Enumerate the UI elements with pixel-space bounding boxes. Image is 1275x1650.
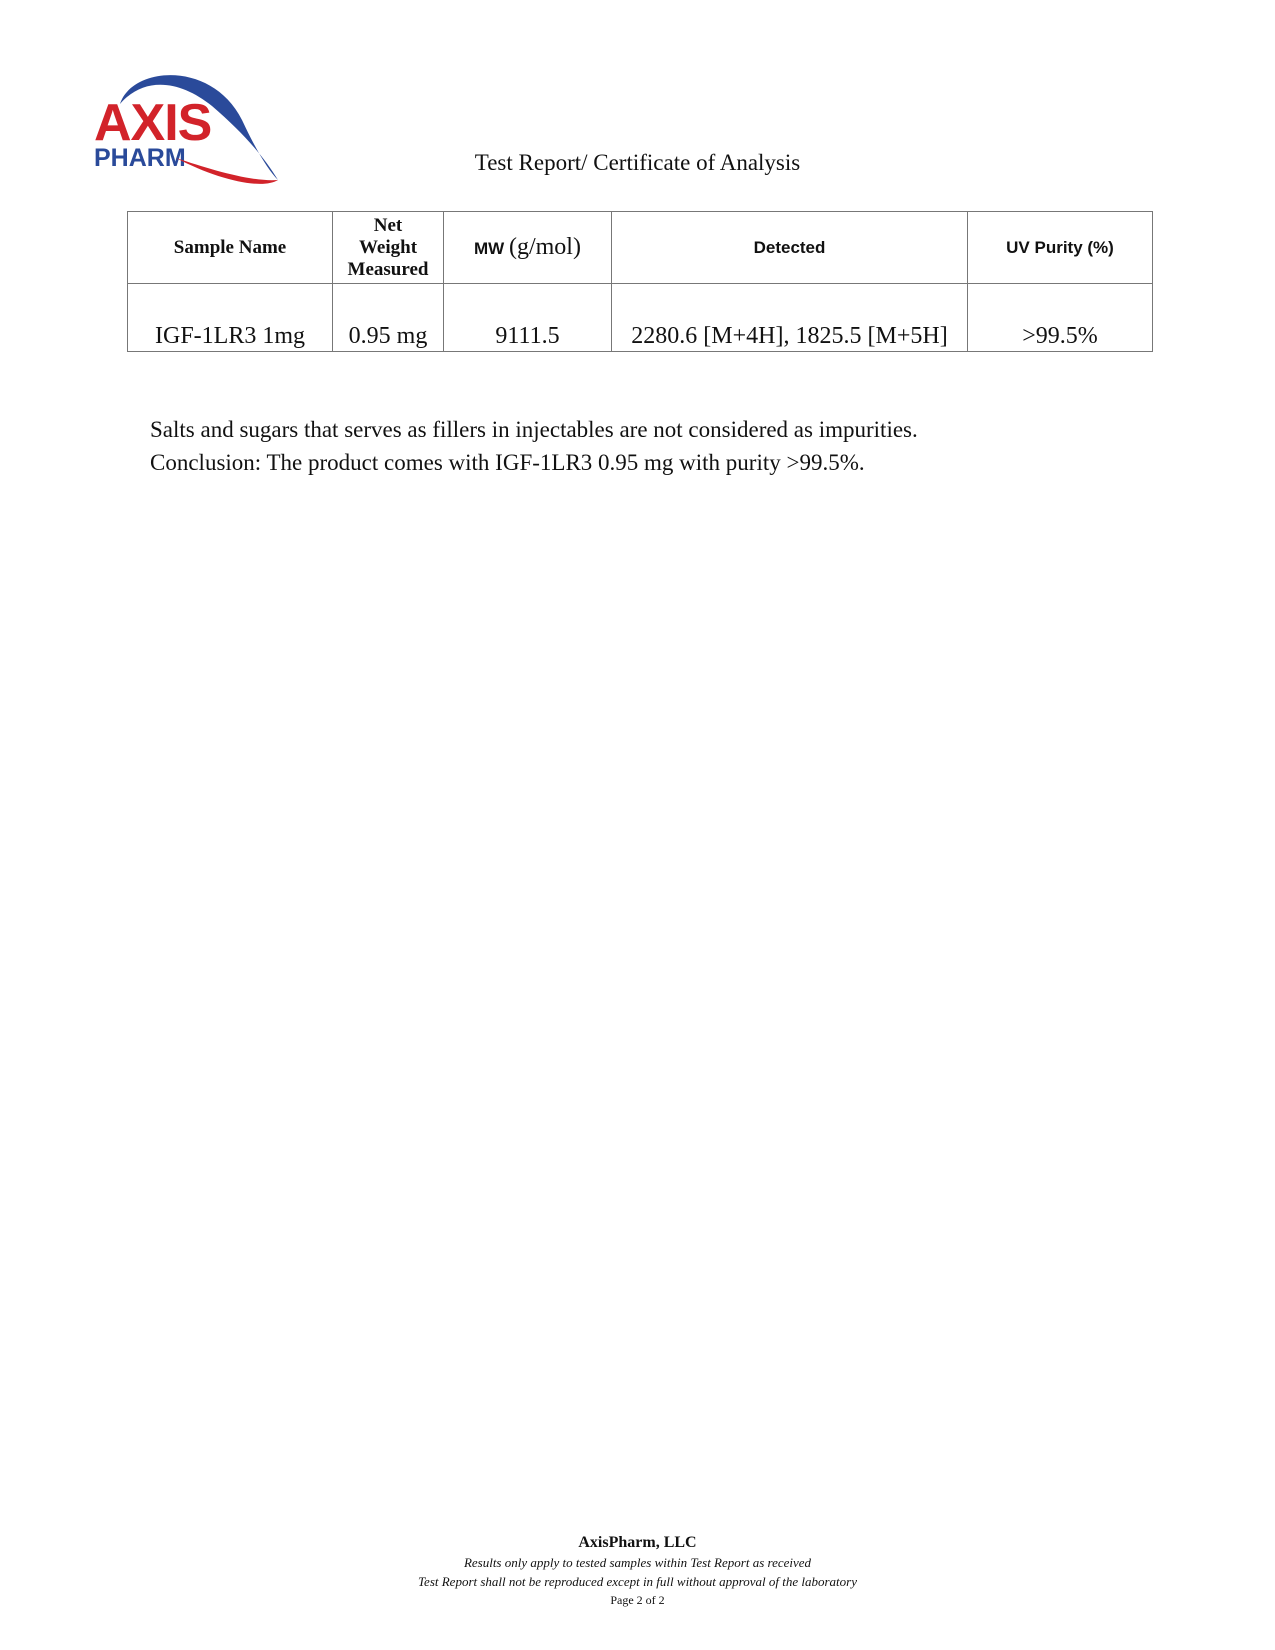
salts-note: Salts and sugars that serves as fillers in injectables are not considered as impurities. (150, 417, 918, 442)
page-number: Page 2 of 2 (610, 1593, 665, 1607)
header-net-weight-line: Weight (358, 236, 418, 258)
table-row (128, 284, 1153, 352)
table-header-row (128, 212, 1153, 284)
cell-uv-purity: >99.5% (968, 284, 1153, 352)
header-detected: Detected (612, 212, 968, 284)
results-table (127, 211, 1153, 352)
document-title: Test Report/ Certificate of Analysis (474, 150, 801, 175)
header-net-weight-line: Measured (347, 258, 429, 280)
page-footer (0, 1533, 1275, 1610)
header-mw-unit: (g/mol) (508, 234, 581, 260)
header-mw-prefix: MW (474, 239, 505, 258)
svg-text:AXIS: AXIS (94, 94, 212, 152)
conclusion-text: Conclusion: The product comes with IGF-1LR3 0.95 mg with purity >99.5%. (150, 450, 865, 475)
footer-note: Results only apply to tested samples within Test Report as received (463, 1555, 812, 1570)
svg-text:PHARM: PHARM (94, 144, 186, 172)
footer-company: AxisPharm, LLC (578, 1534, 697, 1551)
report-notes (150, 413, 1200, 479)
cell-mw: 9111.5 (444, 284, 612, 352)
header-sample-name: Sample Name (128, 212, 333, 284)
header-net-weight-line: Net (373, 214, 403, 236)
cell-detected: 2280.6 [M+4H], 1825.5 [M+5H] (612, 284, 968, 352)
header-net-weight (333, 212, 444, 284)
header-uv-purity: UV Purity (%) (968, 212, 1153, 284)
cell-sample-name: IGF-1LR3 1mg (128, 284, 333, 352)
cell-net-weight: 0.95 mg (333, 284, 444, 352)
header-mw (444, 212, 612, 284)
footer-note: Test Report shall not be reproduced except in full without approval of the laboratory (418, 1574, 857, 1589)
